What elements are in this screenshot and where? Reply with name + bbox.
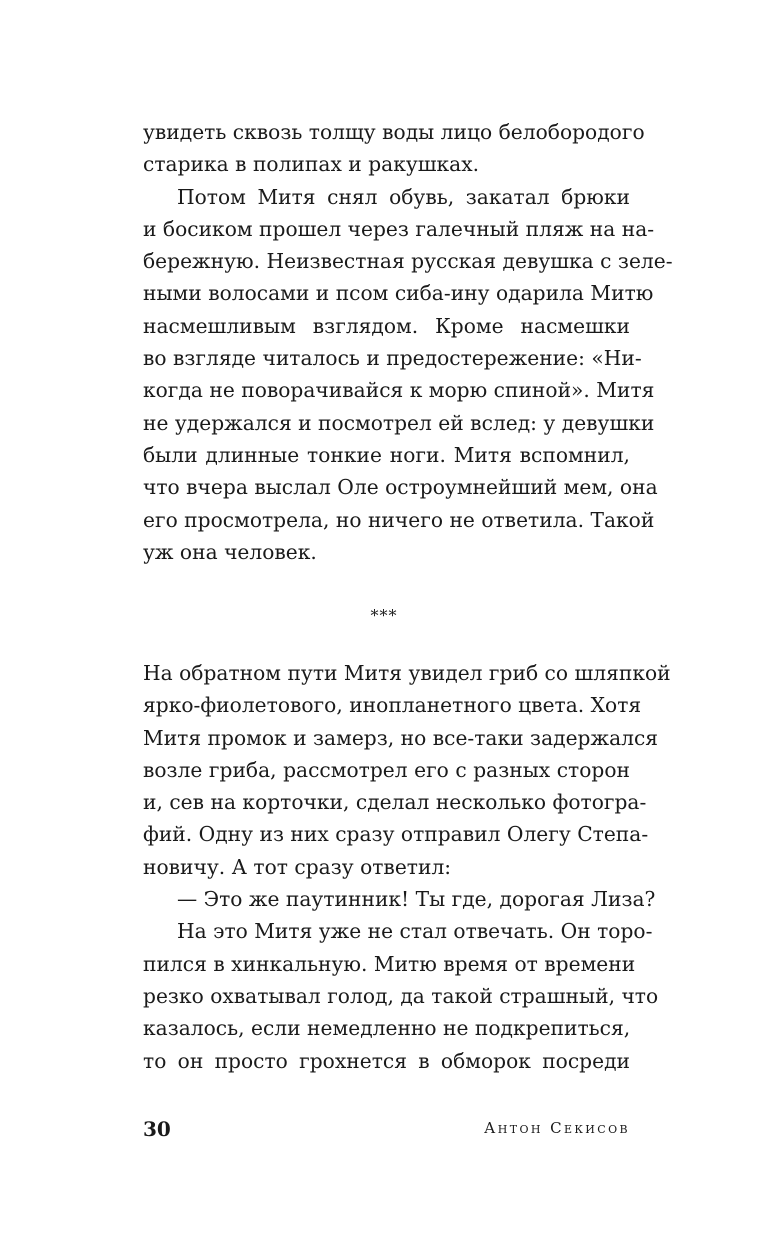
text-line: Потом Митя снял обувь, закатал брюки [177,184,630,209]
text-line: старика в полипах и ракушках. [143,152,480,177]
text-line: и, сев на корточки, сделал несколько фотогра- [143,790,647,815]
text-line: ярко-фиолетового, инопланетного цвета. Хотя [143,693,642,718]
text-line: Митя промок и замерз, но все-таки задержался [143,725,659,750]
text-line: уж она человек. [143,539,317,564]
text-line: что вчера выслал Оле остроумнейший мем, она [143,475,658,500]
text-block-1 [143,116,673,568]
text-line: На обратном пути Митя увидел гриб со шляпкой [143,661,671,685]
text-line: возле гриба, рассмотрел его с разных сторон [143,757,630,782]
text-line: во взгляде читалось и предостережение: «Ни- [143,346,642,371]
text-line: были длинные тонкие ноги. Митя вспомнил, [143,442,630,467]
text-line: казалось, если немедленно не подкрепиться, [143,1016,631,1041]
text-line: не удержался и посмотрел ей вслед: у девушки [143,410,655,435]
text-line: насмешливым взглядом. Кроме насмешки [143,313,630,338]
running-head-author: Антон Секисов [484,1119,630,1137]
text-line: и босиком прошел через галечный пляж на на- [143,216,655,241]
text-line: его просмотрела, но ничего не ответила. Такой [143,507,655,532]
text-line: то он просто грохнется в обморок посреди [143,1048,630,1073]
text-line: фий. Одну из них сразу отправил Олегу Степа- [143,822,649,847]
text-line: увидеть сквозь толщу воды лицо белобородого [143,120,645,144]
dialogue-line: — Это же паутинник! Ты где, дорогая Лиза? [177,887,656,912]
text-line: новичу. А тот сразу ответил: [143,854,452,879]
text-line: ными волосами и псом сиба-ину одарила Митю [143,281,654,306]
page-footer [143,1117,630,1147]
text-line: бережную. Неизвестная русская девушка с зеле- [143,249,673,274]
text-line: На это Митя уже не стал отвечать. Он торо- [177,919,653,944]
text-line: пился в хинкальную. Митю время от времени [143,951,636,976]
section-separator: *** [370,606,398,625]
text-line: резко охватывал голод, да такой страшный, что [143,983,659,1008]
text-block-2 [143,657,671,1077]
text-line: когда не поворачивайся к морю спиной». Митя [143,378,655,403]
page-number: 30 [143,1117,171,1141]
